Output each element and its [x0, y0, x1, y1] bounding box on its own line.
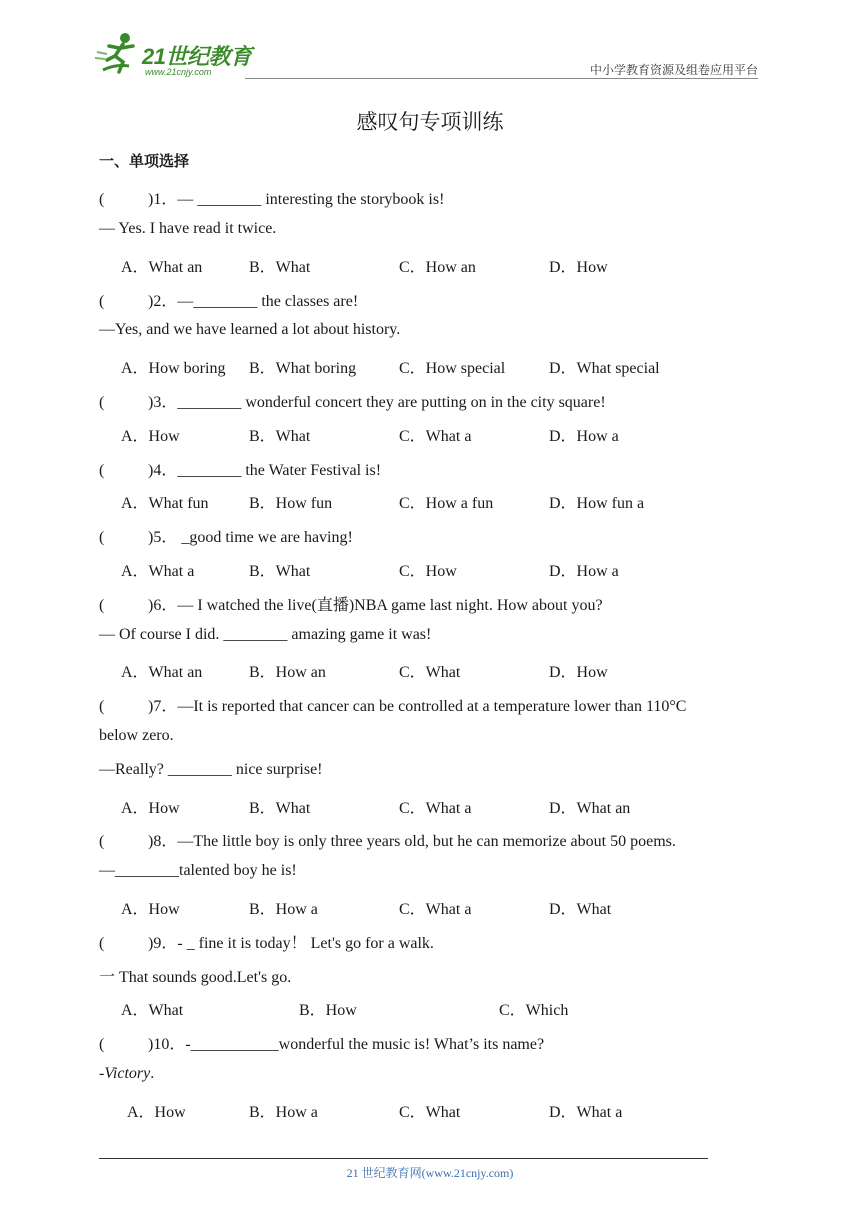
option-b: B．What boring — [249, 360, 357, 377]
question-text — [99, 626, 431, 644]
line-text: )7．—It is reported that cancer can be controlled at a temperature lower than 110°C — [148, 698, 687, 715]
option-c: C．What a — [399, 428, 472, 445]
line-text: below zero. — [99, 727, 174, 744]
footer-rule — [99, 1158, 708, 1159]
question-text — [99, 761, 323, 779]
question-line — [99, 930, 434, 953]
option-d: D．How fun a — [549, 495, 645, 512]
line-text: )3．________ wonderful concert they are putting on in the city square! — [148, 394, 606, 411]
platform-name: 中小学教育资源及组卷应用平台 — [589, 63, 758, 77]
option-b: B．How a — [249, 1104, 318, 1121]
question-line — [99, 288, 358, 311]
option-c: C．How an — [399, 259, 476, 276]
question-text — [99, 220, 276, 238]
option-d: D．How a — [549, 563, 619, 580]
answer-bracket: ( — [99, 935, 105, 952]
line-text: )5． _good time we are having! — [148, 529, 353, 546]
option-a: A．What — [121, 1002, 184, 1019]
option-a: A．How — [121, 428, 180, 445]
line-text: )2．—________ the classes are! — [148, 293, 359, 310]
option-c: C．Which — [499, 1002, 569, 1019]
answer-bracket: ( — [99, 293, 105, 310]
option-a: A．How boring — [121, 360, 226, 377]
option-a: A．How — [121, 901, 180, 918]
option-d: D．What special — [549, 360, 660, 377]
option-c: C．What — [399, 664, 461, 681]
question-line — [99, 457, 381, 480]
option-a: A．How — [121, 800, 180, 817]
question-line — [99, 389, 606, 412]
answer-bracket: ( — [99, 698, 105, 715]
option-d: D．How — [549, 259, 608, 276]
line-text: —Really? ________ nice surprise! — [99, 761, 323, 778]
option-a: A．How — [127, 1104, 186, 1121]
line-text: )1．— ________ interesting the storybook is! — [148, 191, 445, 208]
answer-bracket: ( — [99, 191, 105, 208]
option-a: A．What fun — [121, 495, 209, 512]
option-c: C．How special — [399, 360, 506, 377]
question-line — [99, 524, 353, 547]
question-text — [99, 862, 297, 880]
question-line — [99, 828, 676, 851]
answer-bracket: ( — [99, 1036, 105, 1053]
option-d: D．What a — [549, 1104, 623, 1121]
logo-text: 21世纪教育 — [142, 44, 252, 69]
option-a: A．What an — [121, 664, 203, 681]
option-b: B．What — [249, 800, 311, 817]
question-text — [99, 727, 174, 745]
option-b: B．What — [249, 563, 311, 580]
question-line — [99, 186, 444, 209]
option-c: C．How a fun — [399, 495, 494, 512]
answer-bracket: ( — [99, 597, 105, 614]
option-b: B．How a — [249, 901, 318, 918]
logo — [95, 30, 260, 80]
section-heading: 一、单项选择 — [99, 152, 190, 170]
page-header — [95, 30, 758, 80]
option-b: B．How — [299, 1002, 357, 1019]
option-d: D．What — [549, 901, 612, 918]
line-text: — Yes. I have read it twice. — [99, 220, 277, 237]
option-c: C．What a — [399, 800, 472, 817]
option-b: B．How fun — [249, 495, 333, 512]
header-rule — [245, 78, 758, 79]
line-text: )8．—The little boy is only three years old, but he can memorize about 50 poems. — [148, 833, 676, 850]
line-text: —________talented boy he is! — [99, 862, 297, 879]
page-title: 感叹句专项训练 — [356, 110, 504, 134]
question-text — [99, 964, 291, 987]
answer-bracket: ( — [99, 833, 105, 850]
line-text: — Of course I did. ________ amazing game it was! — [99, 626, 432, 643]
option-c: C．What a — [399, 901, 472, 918]
option-b: B．What — [249, 259, 311, 276]
line-text: —Yes, and we have learned a lot about history. — [99, 321, 401, 338]
option-a: A．What a — [121, 563, 195, 580]
answer-bracket: ( — [99, 394, 105, 411]
line-text: )9．- _ fine it is today！ Let's go for a walk. — [148, 935, 434, 952]
logo-url: www.21cnjy.com — [145, 67, 212, 77]
option-b: B．How an — [249, 664, 326, 681]
line-text: -Victory. — [99, 1065, 155, 1082]
line-text: )6．— I watched the live(直播)NBA game last night. How about you? — [148, 597, 603, 614]
question-line — [99, 1031, 544, 1054]
runner-icon — [95, 30, 145, 76]
option-b: B．What — [249, 428, 311, 445]
footer-text: 21 世纪教育网(www.21cnjy.com) — [346, 1166, 514, 1180]
option-d: D．How — [549, 664, 608, 681]
option-a: A．What an — [121, 259, 203, 276]
question-line — [99, 693, 686, 716]
line-text: )10．-___________wonderful the music is! What’s its name? — [148, 1036, 545, 1053]
option-c: C．What — [399, 1104, 461, 1121]
line-text: 一 That sounds good.Let's go. — [99, 969, 292, 986]
answer-bracket: ( — [99, 529, 105, 546]
question-line — [99, 592, 603, 615]
option-c: C．How — [399, 563, 457, 580]
line-text: )4．________ the Water Festival is! — [148, 462, 382, 479]
question-text — [99, 321, 400, 339]
question-text — [99, 1065, 154, 1083]
answer-bracket: ( — [99, 462, 105, 479]
option-d: D．What an — [549, 800, 631, 817]
option-d: D．How a — [549, 428, 619, 445]
